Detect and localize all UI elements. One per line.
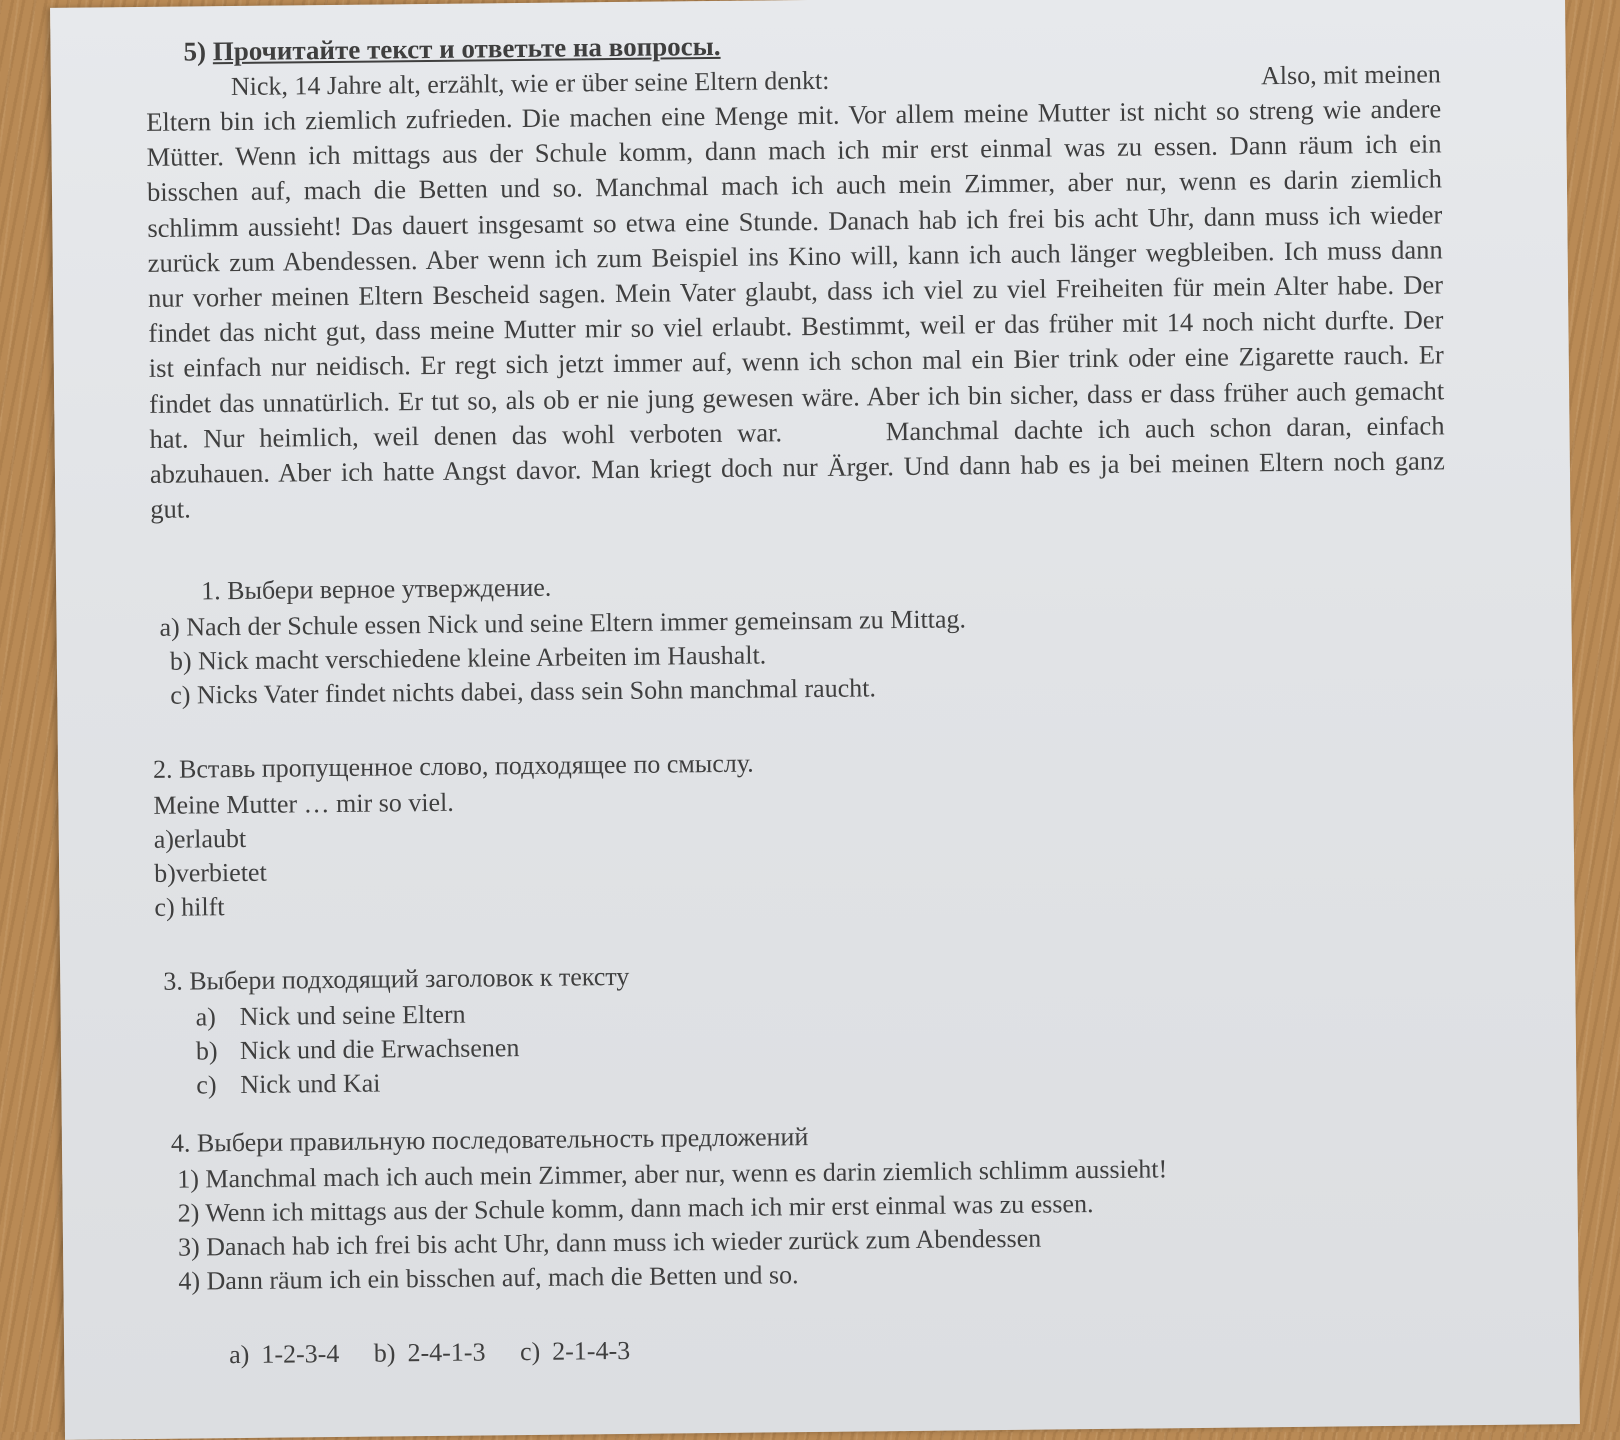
question-3-title: 3. Выбери подходящий заголовок к тексту <box>163 962 630 997</box>
question-1-option-c: c) Nicks Vater findet nichts dabei, dass sein Sohn manchmal raucht. <box>170 673 877 711</box>
question-4 <box>157 1114 1455 1374</box>
reading-body-end: Manchmal dachte ich auch schon daran, einfach abzuhauen. Aber ich hatte Angst davor. Man kriegt doch nur Ärger. Und dann hab es ja bei meinen Eltern noch ganz gut. <box>149 410 1446 525</box>
reading-body: Eltern bin ich ziemlich zufrieden. Die machen eine Menge mit. Vor allem meine Mutter ist nicht so streng wie andere Mütter. Wenn ich mittags aus der Schule komm, dann mach ich mir erst einmal was zu essen. Dann räum ich ein bisschen auf, mach die Betten und so. Manchmal mach ich auch mein Zimmer, aber nur, wenn es darin ziemlich schlimm aussieht! Das dauert insgesamt so etwa eine Stunde. Danach hab ich frei bis acht Uhr, dann muss ich wieder zurück zum Abendessen. Aber wenn ich zum Beispiel ins Kino will, kann ich auch länger wegbleiben. Ich muss dann nur vorher meinen Eltern Bescheid sagen. Mein Vater glaubt, dass ich viel zu viel Freiheiten für mein Alter habe. Der findet das nicht gut, dass meine Mutter mir so viel erlaubt. Bestimmt, weil er das früher mit 14 noch nicht durfte. Der ist einfach nur neidisch. Er regt sich jetzt immer auf, wenn ich schon mal ein Bier trink oder eine Zigarette rauch. Er findet das unnatürlich. Er tut so, als ob er nie jung gewesen wäre. Aber ich bin sicher, dass er dass früher auch gemacht hat. Nur heimlich, weil denen das wohl verboten war. <box>146 93 1445 454</box>
answer-b <box>374 1338 486 1368</box>
worksheet-content <box>145 23 1454 1373</box>
answer-text: 2-4-1-3 <box>407 1337 486 1368</box>
option-text: Nick und Kai <box>240 1068 381 1100</box>
option-letter: c) <box>196 1070 217 1100</box>
option-letter: a) <box>195 1002 216 1032</box>
option-text: Nick und die Erwachsenen <box>239 1033 520 1066</box>
question-2-title: 2. Вставь пропущенное слово, подходящее по смыслу. <box>152 749 754 785</box>
answer-c <box>520 1336 630 1366</box>
option-letter: b) <box>195 1036 218 1066</box>
intro-text: Nick, 14 Jahre alt, erzählt, wie er über seine Eltern denkt: <box>230 65 830 102</box>
question-1-option-a: a) Nach der Schule essen Nick und seine Eltern immer gemeinsam zu Mittag. <box>159 604 967 643</box>
answer-text: 2-1-4-3 <box>552 1336 631 1367</box>
question-2-option-a: a)erlaubt <box>153 824 247 855</box>
question-3 <box>155 952 1451 1104</box>
question-2-option-b: b)verbietet <box>153 858 267 889</box>
intro-right-text: Also, mit meinen <box>1260 59 1441 91</box>
option-text: Nick und seine Eltern <box>239 1000 466 1032</box>
question-2-option-c: c) hilft <box>154 892 225 923</box>
answer-letter: b) <box>373 1338 396 1369</box>
question-2-sentence: Meine Mutter … mir so viel. <box>153 788 454 821</box>
question-1-title: 1. Выбери верное утверждение. <box>201 573 552 606</box>
answer-letter: c) <box>519 1337 541 1367</box>
answer-text: 1-2-3-4 <box>261 1339 340 1370</box>
question-4-answers <box>159 1326 1454 1374</box>
question-2 <box>153 740 1450 926</box>
question-4-sentence-2: 2) Wenn ich mittags aus der Schule komm, dann mach ich mir erst einmal was zu essen. <box>177 1189 1094 1229</box>
question-4-sentence-3: 3) Danach hab ich frei bis acht Uhr, dann muss ich wieder zurück zum Abendessen <box>177 1224 1042 1263</box>
question-4-sentence-1: 1) Manchmal mach ich auch mein Zimmer, aber nur, wenn es darin ziemlich schlimm aussieht! <box>177 1154 1168 1195</box>
answer-a <box>229 1339 339 1369</box>
reading-text <box>146 91 1445 527</box>
answer-letter: a) <box>229 1340 250 1370</box>
question-4-title: 4. Выбери правильную последовательность предложений <box>170 1122 809 1159</box>
paper-sheet <box>50 0 1580 1440</box>
task-number: 5) <box>183 36 207 67</box>
task-title: Прочитайте текст и ответьте на вопросы. <box>212 30 721 67</box>
question-4-sentence-4: 4) Dann räum ich ein bisschen auf, mach die Betten und so. <box>178 1260 799 1297</box>
question-1 <box>151 562 1447 714</box>
question-1-option-b: b) Nick macht verschiedene kleine Arbeiten im Haushalt. <box>169 640 767 677</box>
